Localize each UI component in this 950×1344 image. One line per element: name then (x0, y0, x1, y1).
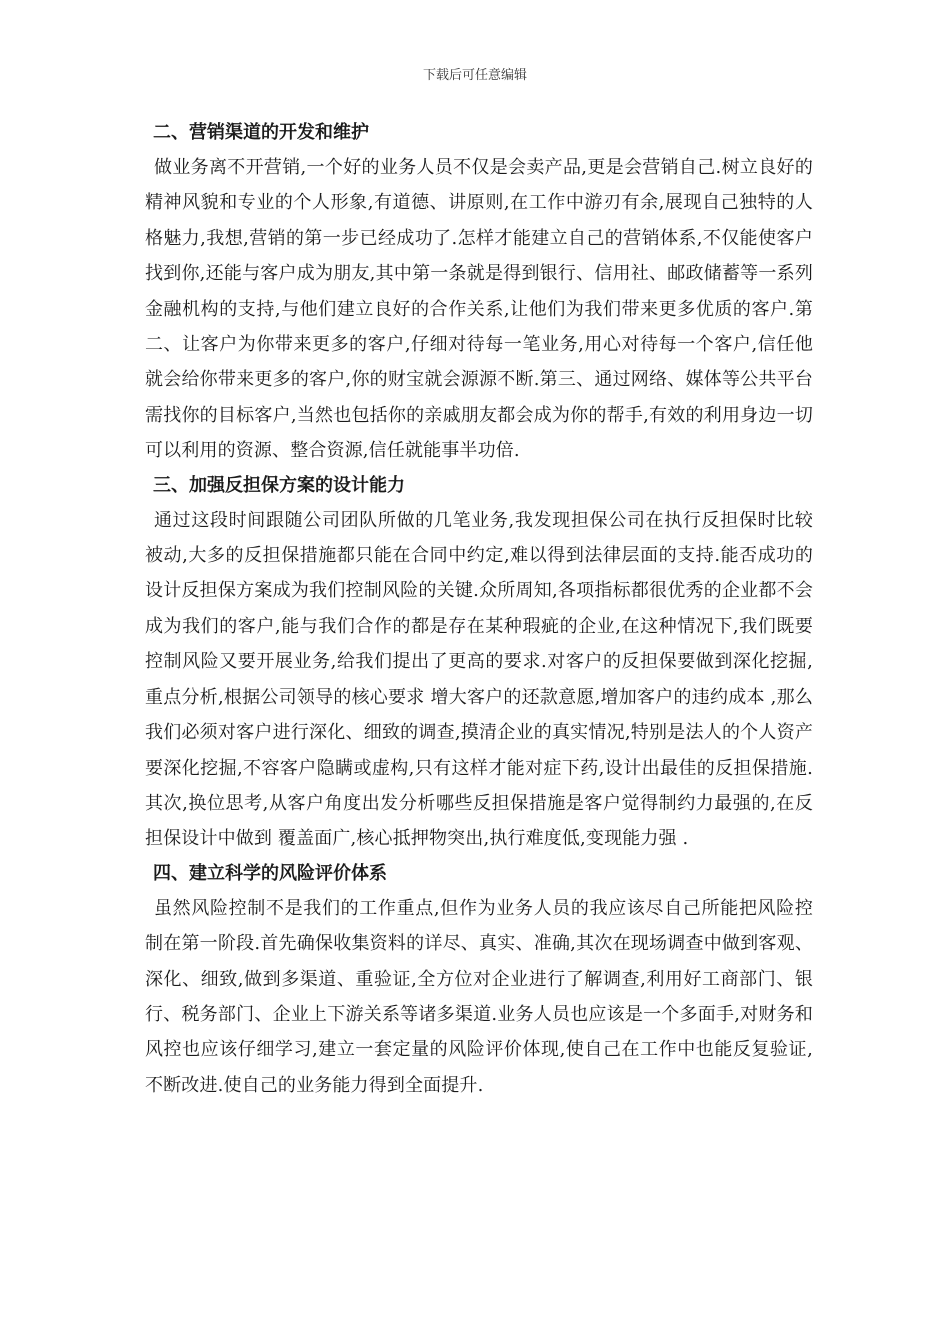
section-risk-evaluation (145, 857, 813, 1103)
document-body (145, 116, 813, 1103)
section-paragraph: 通过这段时间跟随公司团队所做的几笔业务,我发现担保公司在执行反担保时比较被动,大多的反担保措施都只能在合同中约定,难以得到法律层面的支持.能否成功的设计反担保方案成为我们控制风险的关键.众所周知,各项指标都很优秀的企业都不会成为我们的客户,能与我们合作的都是存在某种瑕疵的企业,在这种情况下,我们既要控制风险又要开展业务,给我们提出了更高的要求.对客户的反担保要做到深化挖掘,重点分析,根据公司领导的核心要求 增大客户的还款意愿,增加客户的违约成本 ,那么我们必须对客户进行深化、细致的调查,摸清企业的真实情况,特别是法人的个人资产要深化挖掘,不容客户隐瞒或虚构,只有这样才能对症下药,设计出最佳的反担保措施.其次,换位思考,从客户角度出发分析哪些反担保措施是客户觉得制约力最强的,在反担保设计中做到 覆盖面广,核心抵押物突出,执行难度低,变现能力强 . (145, 509, 813, 850)
page-header: 下载后可任意编辑 (422, 68, 527, 83)
section-marketing-channels (145, 116, 813, 469)
section-heading: 四、建立科学的风险评价体系 (153, 862, 387, 884)
section-paragraph: 虽然风险控制不是我们的工作重点,但作为业务人员的我应该尽自己所能把风险控制在第一阶段.首先确保收集资料的详尽、真实、准确,其次在现场调查中做到客观、深化、细致,做到多渠道、重验证,全方位对企业进行了解调查,利用好工商部门、银行、税务部门、企业上下游关系等诸多渠道.业务人员也应该是一个多面手,对财务和风控也应该仔细学习,建立一套定量的风险评价体现,使自己在工作中也能反复验证,不断改进.使自己的业务能力得到全面提升. (145, 897, 813, 1096)
section-paragraph: 做业务离不开营销,一个好的业务人员不仅是会卖产品,更是会营销自己.树立良好的精神风貌和专业的个人形象,有道德、讲原则,在工作中游刃有余,展现自己独特的人格魅力,我想,营销的第一步已经成功了.怎样才能建立自己的营销体系,不仅能使客户找到你,还能与客户成为朋友,其中第一条就是得到银行、信用社、邮政储蓄等一系列金融机构的支持,与他们建立良好的合作关系,让他们为我们带来更多优质的客户.第二、让客户为你带来更多的客户,仔细对待每一笔业务,用心对待每一个客户,信任他就会给你带来更多的客户,你的财宝就会源源不断.第三、通过网络、媒体等公共平台需找你的目标客户,当然也包括你的亲戚朋友都会成为你的帮手,有效的利用身边一切可以利用的资源、整合资源,信任就能事半功倍. (145, 157, 813, 462)
section-heading: 二、营销渠道的开发和维护 (153, 122, 369, 143)
section-counter-guarantee (145, 469, 813, 857)
section-heading: 三、加强反担保方案的设计能力 (153, 474, 405, 496)
